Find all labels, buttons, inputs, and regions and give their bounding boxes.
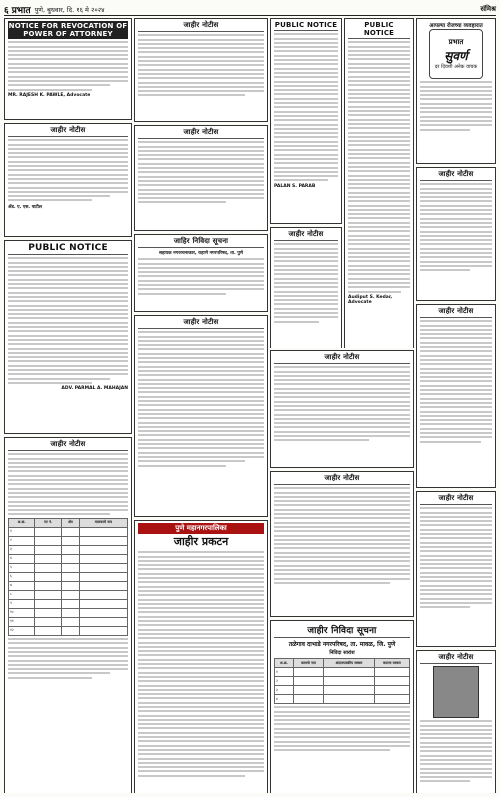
notice-c2-2 bbox=[134, 125, 268, 231]
table-cell: १ bbox=[275, 668, 294, 677]
notice-c34-1 bbox=[270, 350, 414, 468]
table-row bbox=[9, 617, 128, 626]
table-cell bbox=[35, 590, 62, 599]
table-cell bbox=[35, 617, 62, 626]
column-3-4-lower bbox=[270, 350, 414, 793]
notice-title: PUBLIC NOTICE bbox=[274, 21, 338, 29]
table-cell bbox=[62, 545, 80, 554]
notice-c5-3 bbox=[416, 491, 496, 647]
notice-c2-4 bbox=[134, 315, 268, 517]
table-row bbox=[9, 626, 128, 635]
table-cell bbox=[62, 608, 80, 617]
table-header-cell: अंदाजपत्रकीय रक्कम bbox=[324, 659, 375, 668]
notice-body bbox=[138, 141, 264, 203]
tender-notice bbox=[134, 234, 268, 312]
table-header-cell: क्षेत्र bbox=[62, 518, 80, 527]
table-cell: ९ bbox=[9, 599, 35, 608]
notice-title: PUBLIC NOTICE bbox=[8, 243, 128, 255]
table-row bbox=[275, 695, 410, 704]
table-cell bbox=[79, 527, 127, 536]
notice-c3-2 bbox=[270, 227, 342, 348]
table-cell bbox=[79, 554, 127, 563]
notice-subtitle: जाहीर प्रकटन bbox=[173, 535, 229, 548]
notice-title: पुणे महानगरपालिका bbox=[138, 523, 264, 534]
table-cell bbox=[293, 695, 323, 704]
notice-body bbox=[348, 41, 410, 292]
notice-body bbox=[138, 258, 264, 294]
table-cell bbox=[79, 590, 127, 599]
notice-body bbox=[8, 139, 128, 201]
logo-top-text: प्रभात bbox=[448, 38, 464, 46]
table-cell bbox=[35, 536, 62, 545]
table-cell bbox=[62, 617, 80, 626]
notice-title: NOTICE FOR REVOCATION OF POWER OF ATTORNEY bbox=[8, 22, 128, 38]
notice-title: जाहीर नोटीस bbox=[274, 230, 338, 241]
table-cell bbox=[324, 695, 375, 704]
table-row bbox=[9, 572, 128, 581]
table-cell bbox=[79, 626, 127, 635]
table-header-cell: बयाणा रक्कम bbox=[374, 659, 409, 668]
notice-body bbox=[138, 551, 264, 776]
table-cell bbox=[79, 563, 127, 572]
notice-subtitle: तळेगाव दाभाडे नगरपरिषद, ता. मावळ, जि. पुणे bbox=[288, 641, 396, 648]
notice-subheading: निविदा सारांश bbox=[329, 650, 355, 656]
table-row bbox=[9, 554, 128, 563]
notice-revocation bbox=[4, 18, 132, 120]
table-cell bbox=[35, 563, 62, 572]
table-cell bbox=[293, 668, 323, 677]
table-row bbox=[275, 677, 410, 686]
notice-title: जाहीर नोटीस bbox=[138, 318, 264, 329]
promo-headline: आपल्या रोजच्या व्यवहारात bbox=[429, 23, 483, 29]
table-cell bbox=[62, 599, 80, 608]
table-cell bbox=[293, 686, 323, 695]
page-header bbox=[4, 3, 496, 16]
table-cell bbox=[374, 677, 409, 686]
notice-body bbox=[8, 453, 128, 515]
table-cell bbox=[35, 608, 62, 617]
table-header-cell: गट नं. bbox=[35, 518, 62, 527]
table-cell: ११ bbox=[9, 617, 35, 626]
notice-c2-1 bbox=[134, 18, 268, 122]
notice-body bbox=[274, 33, 338, 181]
page-number: ६ bbox=[4, 5, 9, 16]
notice-title: जाहीर नोटीस bbox=[420, 653, 492, 664]
land-table bbox=[8, 518, 128, 636]
column-4 bbox=[344, 18, 414, 348]
tender-table bbox=[274, 658, 410, 704]
table-cell bbox=[79, 617, 127, 626]
notice-body bbox=[8, 257, 128, 384]
notice-public bbox=[4, 240, 132, 434]
table-cell bbox=[79, 572, 127, 581]
table-cell bbox=[62, 590, 80, 599]
table-row bbox=[275, 668, 410, 677]
table-row bbox=[9, 608, 128, 617]
table-cell: ७ bbox=[9, 581, 35, 590]
table-cell bbox=[62, 554, 80, 563]
notice-title: जाहीर नोटीस bbox=[274, 353, 410, 364]
table-cell: ४ bbox=[9, 554, 35, 563]
notice-marathi-1 bbox=[4, 123, 132, 237]
notice-body bbox=[420, 720, 492, 782]
table-cell bbox=[35, 554, 62, 563]
table-cell bbox=[324, 677, 375, 686]
table-row bbox=[275, 686, 410, 695]
table-cell: ५ bbox=[9, 563, 35, 572]
notice-title: PUBLIC NOTICE bbox=[348, 21, 410, 39]
notice-title: जाहीर नोटीस bbox=[420, 307, 492, 318]
notice-signature: Audiput S. Kedar, Advocate bbox=[348, 294, 393, 305]
table-cell: १ bbox=[9, 527, 35, 536]
notice-photo bbox=[433, 666, 479, 718]
table-cell bbox=[62, 536, 80, 545]
public-notice-c3 bbox=[270, 18, 342, 224]
table-cell: ६ bbox=[9, 572, 35, 581]
talegaon-tender bbox=[270, 620, 414, 793]
notice-signature: ॲड. ए. एस. पाटील bbox=[8, 204, 42, 210]
table-cell bbox=[35, 581, 62, 590]
logo-sub-text: दर दिवशी अनेक वाचक bbox=[434, 64, 478, 70]
notice-subtitle: सहायक नगररचनाकार, राहाणे नगरपरिषद, ता. पुणे bbox=[158, 251, 244, 256]
notice-body bbox=[420, 183, 492, 271]
notice-c5-4 bbox=[416, 650, 496, 793]
table-row bbox=[9, 536, 128, 545]
table-cell: २ bbox=[275, 677, 294, 686]
notice-body bbox=[274, 366, 410, 441]
brand-name: प्रभात bbox=[11, 5, 31, 16]
table-cell bbox=[35, 572, 62, 581]
column-3 bbox=[270, 18, 342, 348]
notice-title: जाहीर नोटीस bbox=[420, 494, 492, 505]
table-cell bbox=[79, 545, 127, 554]
table-header-cell: कामाचे नाव bbox=[293, 659, 323, 668]
table-header-cell: अ.क्र. bbox=[275, 659, 294, 668]
table-cell bbox=[79, 581, 127, 590]
notice-signature: PALAN S. PARAB bbox=[274, 183, 316, 189]
table-cell bbox=[293, 677, 323, 686]
table-row bbox=[9, 590, 128, 599]
table-cell: ३ bbox=[275, 686, 294, 695]
table-cell bbox=[62, 527, 80, 536]
column-2 bbox=[134, 18, 268, 793]
table-cell: ४ bbox=[275, 695, 294, 704]
notice-body bbox=[420, 507, 492, 608]
table-cell bbox=[62, 563, 80, 572]
table-cell bbox=[374, 686, 409, 695]
notice-title: जाहीर निविदा सूचना bbox=[274, 623, 410, 638]
logo-main-text: सुवर्ण bbox=[444, 49, 468, 63]
table-row bbox=[9, 599, 128, 608]
notice-c5-1 bbox=[416, 167, 496, 301]
notice-c5-2 bbox=[416, 304, 496, 488]
notice-body bbox=[138, 331, 264, 466]
table-header-cell: अ.क्र. bbox=[9, 518, 35, 527]
notice-title: जाहीर नोटीस bbox=[8, 126, 128, 137]
public-notice-c4 bbox=[344, 18, 414, 348]
table-cell: १० bbox=[9, 608, 35, 617]
table-header-cell: मालकाचे नाव bbox=[79, 518, 127, 527]
table-cell bbox=[35, 527, 62, 536]
notice-signature: MR. RAJESH K. PAWLE, Advocate bbox=[8, 92, 91, 98]
notice-body bbox=[8, 41, 128, 90]
notice-body bbox=[274, 487, 410, 584]
table-cell bbox=[62, 581, 80, 590]
pmc-notice bbox=[134, 520, 268, 793]
column-5 bbox=[416, 18, 496, 793]
table-row bbox=[9, 545, 128, 554]
notice-signature: ADV. PARMAL A. MAHAJAN bbox=[61, 386, 128, 392]
table-cell bbox=[79, 536, 127, 545]
notice-body bbox=[420, 320, 492, 442]
notice-title: जाहीर नोटीस bbox=[138, 21, 264, 32]
notice-title: जाहीर नोटीस bbox=[8, 440, 128, 451]
table-cell: २ bbox=[9, 536, 35, 545]
table-cell bbox=[62, 572, 80, 581]
column-1 bbox=[4, 18, 132, 793]
table-cell bbox=[79, 599, 127, 608]
table-row bbox=[9, 563, 128, 572]
notice-title: जाहिर निविदा सूचना bbox=[138, 237, 264, 248]
notice-title: जाहीर नोटीस bbox=[274, 474, 410, 485]
table-row bbox=[9, 527, 128, 536]
table-cell bbox=[79, 608, 127, 617]
promo-box bbox=[416, 18, 496, 164]
brand-logo bbox=[429, 29, 483, 79]
table-cell bbox=[324, 686, 375, 695]
table-cell: १२ bbox=[9, 626, 35, 635]
table-cell bbox=[35, 545, 62, 554]
table-cell: ८ bbox=[9, 590, 35, 599]
notice-marathi-table bbox=[4, 437, 132, 793]
date-line: पुणे, बुधवार, दि. १६ मे २०२४ bbox=[34, 5, 105, 14]
table-cell bbox=[374, 695, 409, 704]
table-cell bbox=[35, 599, 62, 608]
table-cell bbox=[324, 668, 375, 677]
table-row bbox=[9, 581, 128, 590]
notice-body bbox=[274, 243, 338, 322]
section-label: संमिश्र bbox=[480, 4, 496, 13]
notice-body bbox=[138, 34, 264, 96]
table-cell bbox=[35, 626, 62, 635]
notice-c34-2 bbox=[270, 471, 414, 617]
table-cell bbox=[62, 626, 80, 635]
table-cell bbox=[374, 668, 409, 677]
notice-title: जाहीर नोटीस bbox=[138, 128, 264, 139]
notice-title: जाहीर नोटीस bbox=[420, 170, 492, 181]
table-cell: ३ bbox=[9, 545, 35, 554]
